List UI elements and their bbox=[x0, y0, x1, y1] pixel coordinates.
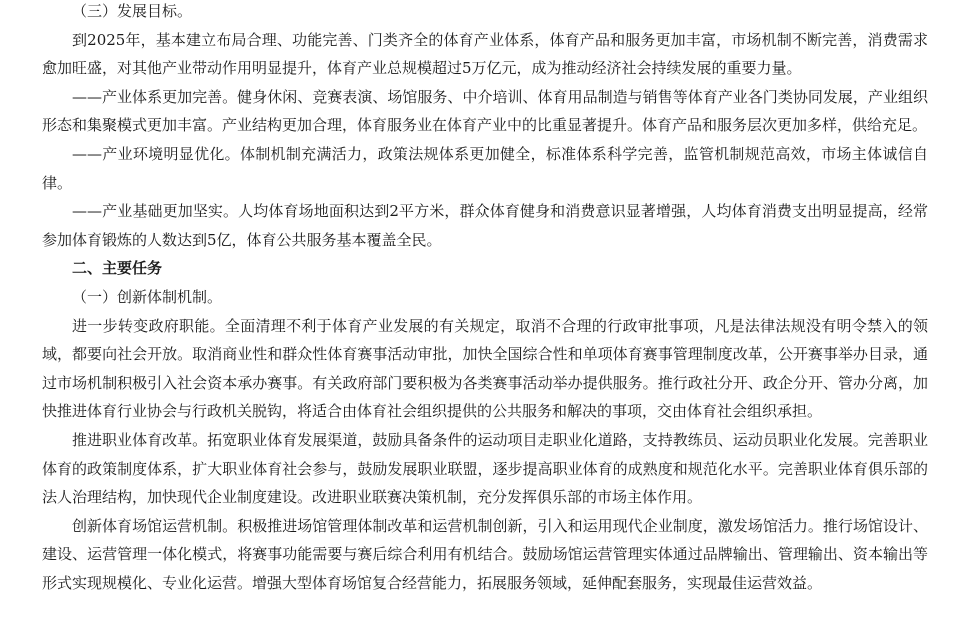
goals-intro-paragraph: 到2025年，基本建立布局合理、功能完善、门类齐全的体育产业体系，体育产品和服务更加丰富，市场机制不断完善，消费需求愈加旺盛，对其他产业带动作用明显提升，体育产业总规模超过5万亿元，成为推动经济社会持续发展的重要力量。 bbox=[42, 30, 928, 78]
tasks-paragraph-professional-sports: 推进职业体育改革。拓宽职业体育发展渠道，鼓励具备条件的运动项目走职业化道路，支持教练员、运动员职业化发展。完善职业体育的政策制度体系，扩大职业体育社会参与，鼓励发展职业联盟，逐步提高职业体育的成熟度和规范化水平。完善职业体育俱乐部的法人治理结构，加快现代企业制度建设。改进职业联赛决策机制，充分发挥俱乐部的市场主体作用。 bbox=[42, 430, 928, 507]
tasks-paragraph-venue-operation: 创新体育场馆运营机制。积极推进场馆管理体制改革和运营机制创新，引入和运用现代企业制度，激发场馆活力。推行场馆设计、建设、运营管理一体化模式，将赛事功能需要与赛后综合利用有机结合。鼓励场馆运营管理实体通过品牌输出、管理输出、资本输出等形式实现规模化、专业化运营。增强大型体育场馆复合经营能力，拓展服务领域，延伸配套服务，实现最佳运营效益。 bbox=[42, 516, 928, 592]
goals-item-industry-environment: ——产业环境明显优化。体制机制充满活力，政策法规体系更加健全，标准体系科学完善，监管机制规范高效，市场主体诚信自律。 bbox=[42, 144, 928, 192]
tasks-paragraph-government-functions: 进一步转变政府职能。全面清理不利于体育产业发展的有关规定，取消不合理的行政审批事项，凡是法律法规没有明令禁入的领域，都要向社会开放。取消商业性和群众性体育赛事活动审批，加快全国综合性和单项体育赛事管理制度改革，公开赛事举办目录，通过市场机制积极引入社会资本承办赛事。有关政府部门要积极为各类赛事活动举办提供服务。推行政社分开、政企分开、管办分离，加快推进体育行业协会与行政机关脱钩，将适合由体育社会组织提供的公共服务和解决的事项，交由体育社会组织承担。 bbox=[42, 316, 928, 421]
goals-item-industry-foundation: ——产业基础更加坚实。人均体育场地面积达到2平方米，群众体育健身和消费意识显著增强，人均体育消费支出明显提高，经常参加体育锻炼的人数达到5亿，体育公共服务基本覆盖全民。 bbox=[42, 202, 928, 249]
document-page bbox=[42, 0, 928, 597]
goals-heading: （三）发展目标。 bbox=[72, 2, 193, 20]
tasks-heading: 二、主要任务 bbox=[72, 259, 163, 278]
tasks-sub-heading: （一）创新体制机制。 bbox=[72, 287, 223, 306]
goals-item-industry-system: ——产业体系更加完善。健身休闲、竞赛表演、场馆服务、中介培训、体育用品制造与销售等体育产业各门类协同发展，产业组织形态和集聚模式更加丰富。产业结构更加合理，体育服务业在体育产业中的比重显著提升。体育产品和服务层次更加多样，供给充足。 bbox=[42, 87, 928, 135]
